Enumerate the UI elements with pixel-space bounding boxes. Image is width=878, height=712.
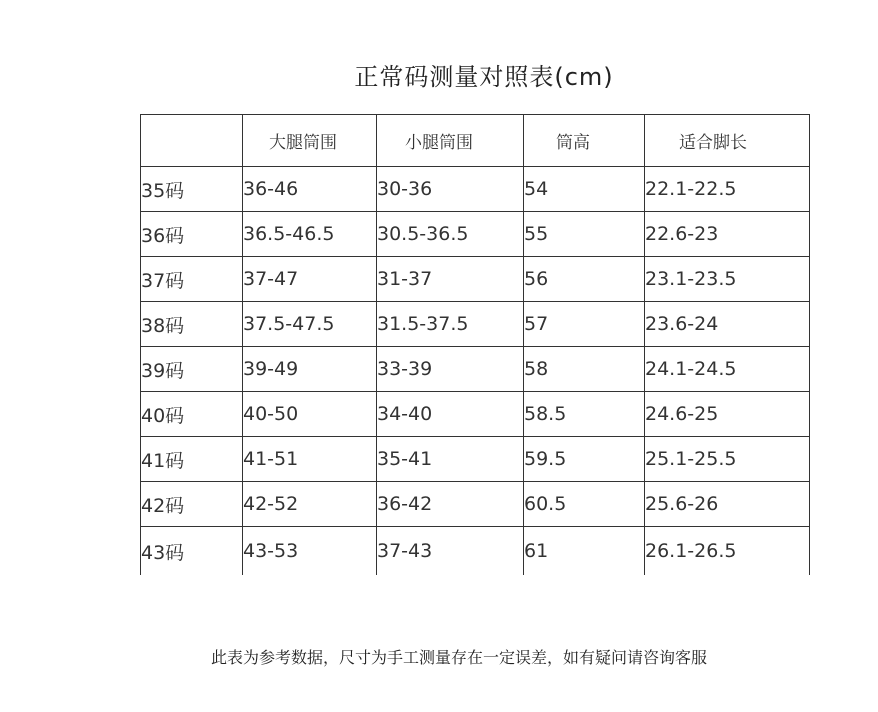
cell-foot: 23.6-24 — [645, 302, 810, 347]
cell-size: 42码 — [141, 482, 243, 527]
cell-height: 58 — [524, 347, 645, 392]
cell-size: 36码 — [141, 212, 243, 257]
table-row — [141, 392, 810, 437]
cell-height: 60.5 — [524, 482, 645, 527]
cell-foot: 24.1-24.5 — [645, 347, 810, 392]
table-row — [141, 257, 810, 302]
cell-thigh: 36-46 — [243, 167, 377, 212]
cell-thigh: 39-49 — [243, 347, 377, 392]
cell-height: 56 — [524, 257, 645, 302]
page-title: 正常码测量对照表(cm) — [354, 63, 614, 91]
table-row — [141, 527, 810, 576]
cell-height: 59.5 — [524, 437, 645, 482]
cell-thigh: 40-50 — [243, 392, 377, 437]
cell-calf: 33-39 — [377, 347, 524, 392]
cell-foot: 22.1-22.5 — [645, 167, 810, 212]
cell-height: 61 — [524, 527, 645, 576]
cell-foot: 24.6-25 — [645, 392, 810, 437]
cell-height: 55 — [524, 212, 645, 257]
cell-calf: 30-36 — [377, 167, 524, 212]
header-cell-thigh-circumference: 大腿筒围 — [243, 115, 377, 167]
cell-foot: 22.6-23 — [645, 212, 810, 257]
table-row — [141, 212, 810, 257]
table-row — [141, 347, 810, 392]
cell-foot: 25.6-26 — [645, 482, 810, 527]
cell-calf: 31-37 — [377, 257, 524, 302]
cell-thigh: 37.5-47.5 — [243, 302, 377, 347]
disclaimer-note: 此表为参考数据，尺寸为手工测量存在一定误差，如有疑问请咨询客服 — [210, 648, 707, 667]
cell-height: 54 — [524, 167, 645, 212]
table-row — [141, 167, 810, 212]
cell-height: 57 — [524, 302, 645, 347]
cell-size: 40码 — [141, 392, 243, 437]
cell-size: 35码 — [141, 167, 243, 212]
cell-size: 39码 — [141, 347, 243, 392]
size-chart-table — [140, 114, 810, 575]
cell-thigh: 37-47 — [243, 257, 377, 302]
cell-foot: 26.1-26.5 — [645, 527, 810, 576]
cell-size: 37码 — [141, 257, 243, 302]
cell-thigh: 36.5-46.5 — [243, 212, 377, 257]
cell-calf: 37-43 — [377, 527, 524, 576]
cell-size: 38码 — [141, 302, 243, 347]
cell-calf: 34-40 — [377, 392, 524, 437]
cell-size: 43码 — [141, 527, 243, 576]
cell-thigh: 43-53 — [243, 527, 377, 576]
table-row — [141, 437, 810, 482]
header-cell-foot-length: 适合脚长 — [645, 115, 810, 167]
cell-thigh: 41-51 — [243, 437, 377, 482]
cell-calf: 36-42 — [377, 482, 524, 527]
cell-calf: 30.5-36.5 — [377, 212, 524, 257]
cell-height: 58.5 — [524, 392, 645, 437]
table-row — [141, 302, 810, 347]
cell-calf: 35-41 — [377, 437, 524, 482]
cell-foot: 25.1-25.5 — [645, 437, 810, 482]
header-cell-calf-circumference: 小腿筒围 — [377, 115, 524, 167]
header-cell-size — [141, 115, 243, 167]
cell-foot: 23.1-23.5 — [645, 257, 810, 302]
cell-thigh: 42-52 — [243, 482, 377, 527]
cell-calf: 31.5-37.5 — [377, 302, 524, 347]
cell-size: 41码 — [141, 437, 243, 482]
table-row — [141, 482, 810, 527]
table-header-row — [141, 115, 810, 167]
header-cell-shaft-height: 筒高 — [524, 115, 645, 167]
